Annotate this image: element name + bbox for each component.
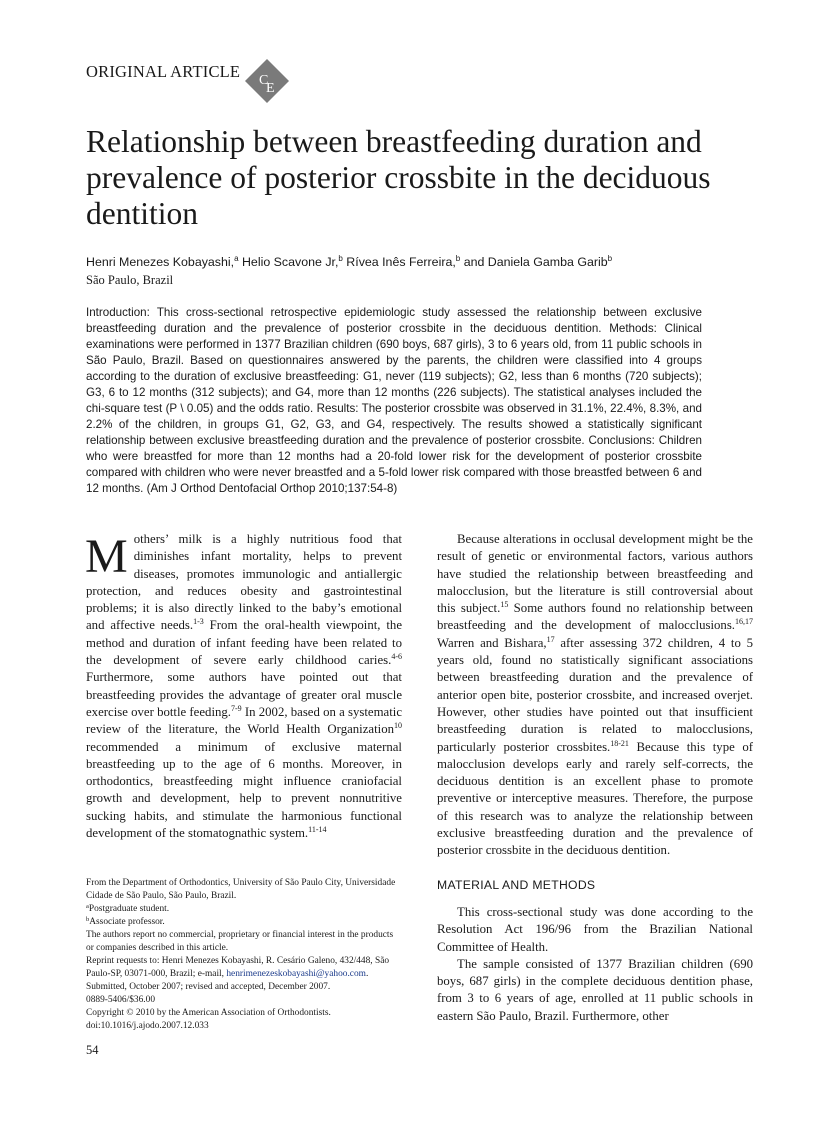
methods-paragraph-2: The sample consisted of 1377 Brazilian children (690 boys, 687 girls) in the complete deciduous dentition phase, from 3 to 6 years of age, enrolled at 11 public schools in eastern São Paulo, Brazil. Furthermore, other xyxy=(437,956,753,1023)
body-text: others’ milk is a highly nutritious food that diminishes infant mortality, helps to prevent diseases, promotes immunologic and antiallergic protection, and reduces obesity and gastrointestinal problems; it is also directly linked to the baby’s emotional and affective needs. xyxy=(86,532,402,633)
footnote-b xyxy=(86,916,402,929)
footnote-copyright: Copyright © 2010 by the American Association of Orthodontists. xyxy=(86,1008,331,1018)
author-name: and Daniela Gamba Garib xyxy=(460,255,608,269)
footnote-text: Associate professor. xyxy=(89,917,165,927)
footnote-reprint xyxy=(86,955,402,981)
body-text: From the oral-health viewpoint, the method and duration of infant feeding have been related to the development of severe early childhood caries. xyxy=(86,618,402,668)
abstract-text: Introduction: This cross-sectional retrospective epidemiologic study assessed the relationship between exclusive breastfeeding duration and the prevalence of posterior crossbite in the deciduous dentition. Methods: Clinical examinations were performed in 1377 Brazilian children (690 boys, 687 girls), 3 to 6 years old, from 11 public schools in São Paulo, Brazil. Based on questionnaires answered by the parents, the children were classified into 4 groups according to the duration of exclusive breastfeeding: G1, never (119 subjects); G2, less than 6 months (720 subjects); G3, 6 to 12 months (312 subjects); and G4, more than 12 months (226 subjects). The statistical analyses included the chi-square test (P \ 0.05) and the odds ratio. Results: The posterior crossbite was observed in 31.1%, 22.4%, 8.3%, and 2.2% of the children, in groups G1, G2, G3, and G4, respectively. The results showed a statistically significant relationship between exclusive breastfeeding duration and the prevalence of posterior crossbite. Conclusions: Children who were breastfed for more than 12 months had a 20-fold lower risk for the development of posterior crossbite compared with children who were never breastfed and a 5-fold lower risk compared with those breastfed between 6 and 12 months. (Am J Orthod Dentofacial Orthop 2010;137:54-8) xyxy=(86,306,702,495)
footnote-mark: b xyxy=(86,916,90,923)
footnote-mark: a xyxy=(86,903,89,910)
citation-ref: 18-21 xyxy=(610,738,629,748)
footnote-text: . xyxy=(365,969,369,979)
footnotes xyxy=(86,877,402,1033)
footnote-issn: 0889-5406/$36.00 xyxy=(86,995,156,1005)
footnote-text: Reprint requests to: Henri Menezes Kobayashi, R. Cesário Galeno, 432/448, São Paulo-SP, 03071-000, Brazil; e-mail, xyxy=(86,956,390,979)
author-location: São Paulo, Brazil xyxy=(86,273,174,287)
abstract xyxy=(86,305,702,497)
author-name: Helio Scavone Jr, xyxy=(238,255,339,269)
article-title: Relationship between breastfeeding duration and prevalence of posterior crossbite in the deciduous dentition xyxy=(86,124,711,231)
footnote-doi[interactable]: doi:10.1016/j.ajodo.2007.12.033 xyxy=(86,1021,209,1031)
body-column-right xyxy=(437,531,753,1025)
author-affiliation-mark: b xyxy=(338,254,343,263)
citation-ref: 10 xyxy=(394,721,402,731)
section-heading-methods: MATERIAL AND METHODS xyxy=(437,877,596,892)
methods-paragraph-1: This cross-sectional study was done according to the Resolution Act 196/96 from the Brazilian National Committee of Health. xyxy=(437,904,753,954)
body-text: Because this type of malocclusion develops early and rarely self-corrects, the deciduous dentition is an excellent phase to promote preventive or interceptive measures. Therefore, the purpose of this research was to analyze the relationship between exclusive breastfeeding duration and the prevalence of posterior crossbite in the deciduous dentition. xyxy=(437,739,753,858)
footnote-affiliation: From the Department of Orthodontics, University of São Paulo City, Universidade Cidade de São Paulo, São Paulo, Brazil. xyxy=(86,878,396,901)
page-number: 54 xyxy=(86,1043,99,1057)
continuing-education-badge-icon xyxy=(244,58,290,104)
badge-letter-e: E xyxy=(266,81,275,96)
drop-cap: M xyxy=(85,530,128,583)
author-list xyxy=(86,254,786,271)
citation-ref: 15 xyxy=(500,600,509,610)
citation-ref: 4-6 xyxy=(391,652,402,662)
author-affiliation-mark: a xyxy=(234,254,239,263)
body-column-left xyxy=(86,531,402,842)
badge-letter-c: C xyxy=(259,73,269,88)
body-text: Because alterations in occlusal development might be the result of genetic or environmental factors, various authors have studied the relationship between breastfeeding and malocclusion, but the literature is still controversial about this subject. xyxy=(437,532,753,616)
footnote-submitted: Submitted, October 2007; revised and accepted, December 2007. xyxy=(86,982,331,992)
citation-ref: 11-14 xyxy=(308,825,327,835)
author-name: Rívea Inês Ferreira, xyxy=(342,255,456,269)
footnote-disclosure: The authors report no commercial, proprietary or financial interest in the products or companies described in this article. xyxy=(86,930,394,953)
footnote-text: Postgraduate student. xyxy=(88,904,170,914)
intro-paragraph-2 xyxy=(437,531,753,860)
body-text: Some authors found no relationship between breastfeeding and the development of malocclusions. xyxy=(437,601,754,633)
footnote-a xyxy=(86,903,402,916)
author-name: Henri Menezes Kobayashi, xyxy=(86,255,235,269)
citation-ref: 17 xyxy=(546,634,555,644)
body-text: after assessing 372 children, 4 to 5 years old, found no statistically significant associations between breastfeeding duration and the prevalence of anterior open bite, posterior crossbite, and increased overjet. However, other studies have pointed out that insufficient breastfeeding duration is related to malocclusions, particularly posterior crossbites. xyxy=(437,635,753,754)
citation-ref: 16,17 xyxy=(735,617,753,627)
author-affiliation-mark: b xyxy=(455,254,461,263)
author-affiliation-mark: b xyxy=(607,254,613,263)
section-label: ORIGINAL ARTICLE xyxy=(86,62,241,81)
body-text: Warren and Bishara, xyxy=(437,635,547,650)
citation-ref: 1-3 xyxy=(193,617,204,627)
body-text: recommended a minimum of exclusive maternal breastfeeding up to the age of 6 months. Moreover, in orthodontics, breastfeeding might influence craniofacial growth and development, help to prevent nonnutritive sucking habits, and stimulate the harmonious functional development of the stomatognathic system. xyxy=(86,739,402,841)
email-link[interactable]: henrimenezeskobayashi@yahoo.com xyxy=(226,969,366,979)
body-text: In 2002, based on a systematic review of the literature, the World Health Organization xyxy=(86,704,403,737)
citation-ref: 7-9 xyxy=(231,703,242,713)
body-text: Furthermore, some authors have pointed out that breastfeeding provides the advantage of greater oral muscle exercise over bottle feeding. xyxy=(86,670,402,719)
intro-paragraph xyxy=(86,531,402,842)
